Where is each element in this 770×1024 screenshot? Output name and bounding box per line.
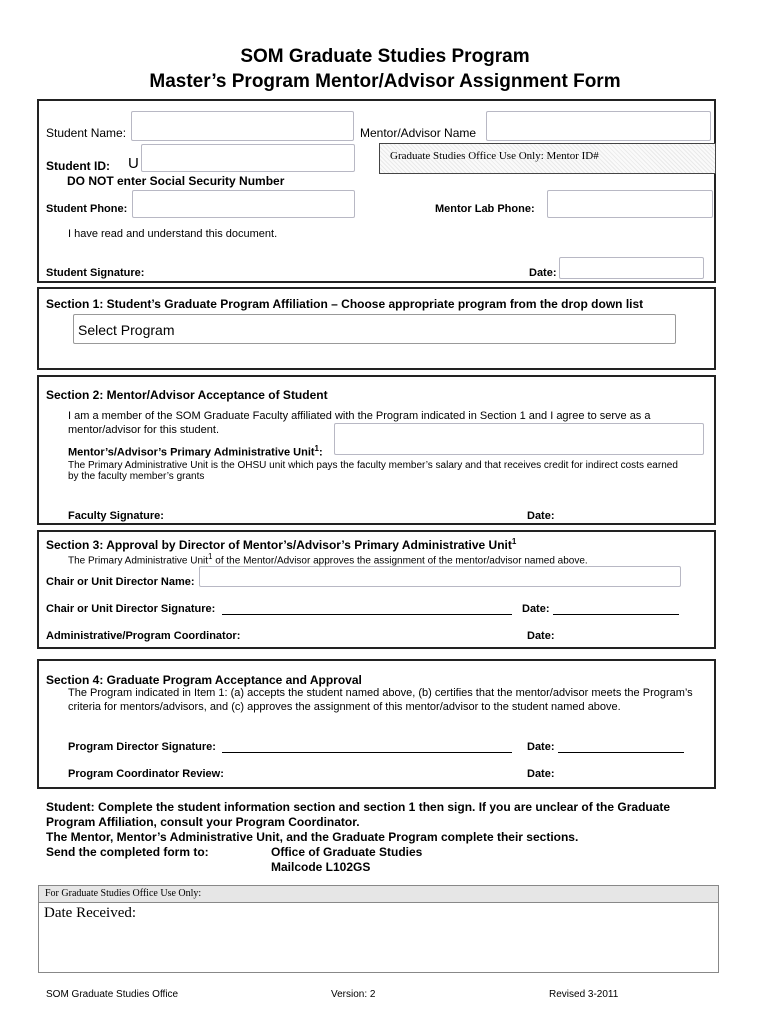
unit-note-line1: The Primary Administrative Unit is the OHSU unit which pays the faculty member’s salary and that receives credit for indirect costs earned [68,460,678,471]
faculty-date-label: Date: [527,510,555,522]
student-id-label: Student ID: [46,159,110,173]
date-received-label: Date Received: [44,905,137,921]
section-4-statement-line2: criteria for mentors/advisors, and (c) approves the assignment of this mentor/advisor to the student named above. [68,701,621,713]
section-4-statement-line1: The Program indicated in Item 1: (a) accepts the student named above, (b) certifies that the mentor/advisor meets the Program’s [68,687,693,699]
section-2-heading: Section 2: Mentor/Advisor Acceptance of Student [46,388,328,402]
ssn-warning: DO NOT enter Social Security Number [67,174,285,188]
student-name-field[interactable] [131,111,354,141]
coordinator-label: Administrative/Program Coordinator: [46,630,241,642]
chair-date-label: Date: [522,603,550,615]
mentor-name-field[interactable] [486,111,711,141]
section-2-statement-line2: mentor/advisor for this student. [68,424,220,436]
program-select-value: Select Program [78,322,175,338]
mentor-lab-phone-field[interactable] [547,190,713,218]
section-3-heading-sup: 1 [511,537,517,546]
footer-version: Version: 2 [331,989,376,1000]
director-date-line[interactable] [558,752,684,753]
student-signature-label: Student Signature: [46,267,145,279]
unit-label-colon: : [319,446,323,459]
form-title: SOM Graduate Studies Program [240,46,530,67]
chair-signature-line[interactable] [222,614,512,615]
administrative-unit-field[interactable] [334,423,704,455]
chair-name-label: Chair or Unit Director Name: [46,576,195,588]
send-to-office: Office of Graduate Studies [271,845,423,859]
program-select[interactable] [73,314,676,344]
student-date-label: Date: [529,267,557,279]
office-use-label: Graduate Studies Office Use Only: Mentor ID# [390,150,599,162]
mentor-lab-phone-label: Mentor Lab Phone: [435,203,535,215]
student-date-field[interactable] [559,257,704,279]
student-phone-field[interactable] [132,190,355,218]
send-to-mailcode: Mailcode L102GS [271,860,371,874]
section-3-note-part1: The Primary Administrative Unit [68,555,209,567]
instructions-line2: Program Affiliation, consult your Program Coordinator. [46,815,360,829]
section-4-heading: Section 4: Graduate Program Acceptance and Approval [46,673,362,687]
form-subtitle: Master’s Program Mentor/Advisor Assignment Form [149,71,621,92]
chair-name-field[interactable] [199,566,681,587]
section-3-note-part2: of the Mentor/Advisor approves the assignment of the mentor/advisor named above. [212,555,588,567]
unit-label-text: Mentor’s/Advisor’s Primary Administrative Unit [68,446,315,459]
footer-revised: Revised 3-2011 [549,989,619,1000]
student-id-field[interactable] [141,144,355,172]
student-phone-label: Student Phone: [46,203,128,215]
office-use-header [39,886,718,903]
section-3-heading [46,537,516,552]
footer-office: SOM Graduate Studies Office [46,989,179,1000]
director-signature-label: Program Director Signature: [68,741,216,753]
office-use-header-text: For Graduate Studies Office Use Only: [45,888,202,899]
student-name-label: Student Name: [46,126,127,140]
section-3-heading-text: Section 3: Approval by Director of Mentor’s/Advisor’s Primary Administrative Unit [46,538,512,552]
director-signature-line[interactable] [222,752,512,753]
coordinator-review-label: Program Coordinator Review: [68,768,224,780]
office-use-box [38,885,719,973]
instructions-line3: The Mentor, Mentor’s Administrative Unit, and the Graduate Program complete their sections. [46,830,579,844]
coordinator-review-date-label: Date: [527,768,555,780]
read-statement: I have read and understand this document. [68,228,278,240]
mentor-name-label: Mentor/Advisor Name [360,126,477,140]
instructions-line1: Student: Complete the student information section and section 1 then sign. If you are unclear of the Graduate [46,800,671,814]
unit-label [68,444,323,459]
chair-signature-label: Chair or Unit Director Signature: [46,603,216,615]
coordinator-date-label: Date: [527,630,555,642]
section-3-note-sup: 1 [208,552,213,561]
send-label: Send the completed form to: [46,845,209,859]
section-1-heading: Section 1: Student’s Graduate Program Affiliation – Choose appropriate program from the drop down list [46,297,644,311]
chair-date-line[interactable] [553,614,679,615]
section-3-note [68,552,588,566]
unit-label-sup: 1 [314,444,319,453]
mentor-id-office-field[interactable] [379,143,716,174]
student-id-prefix: U [128,155,139,172]
unit-note-line2: by the faculty member’s grants [68,471,205,482]
faculty-signature-label: Faculty Signature: [68,510,164,522]
section-2-statement-line1: I am a member of the SOM Graduate Faculty affiliated with the Program indicated in Section 1 and I agree to serve as a [68,410,651,422]
director-date-label: Date: [527,741,555,753]
